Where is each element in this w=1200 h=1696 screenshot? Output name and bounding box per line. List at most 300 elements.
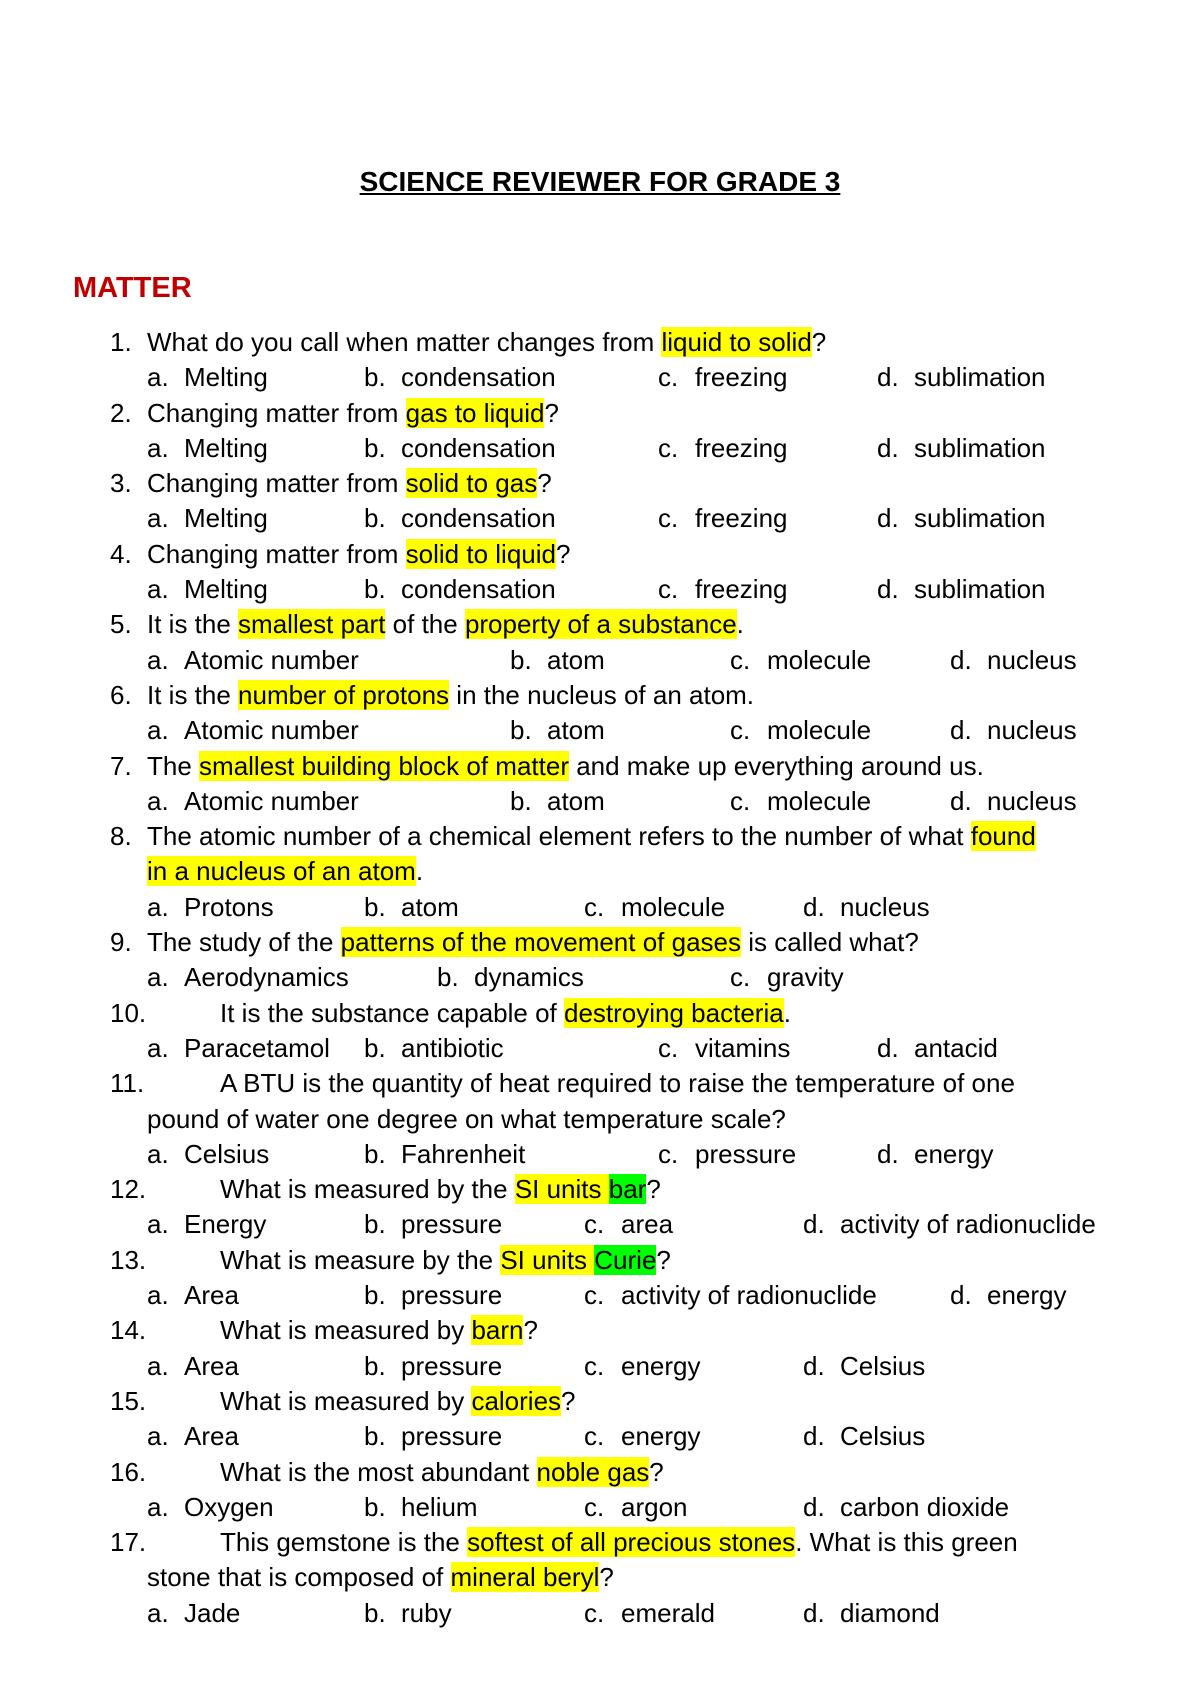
answer-option [658,1137,796,1172]
option-letter: d. [950,644,972,675]
question-text [220,996,791,1031]
page-title: SCIENCE REVIEWER FOR GRADE 3 [359,166,841,197]
option-text: freezing [695,503,788,534]
option-letter: b. [510,785,532,816]
question-text [147,854,423,889]
option-letter: b. [510,715,532,746]
answer-option [950,643,1077,678]
question-text [147,819,1036,854]
answer-option [658,360,788,395]
question-number: 14. [110,1315,147,1346]
option-text: atom [547,644,605,675]
option-text: energy [621,1421,701,1452]
question-text [220,1066,1015,1101]
answer-option [584,1419,701,1454]
text-segment: and make up everything around us. [568,750,984,781]
highlighted-text: patterns of the movement of gases [340,927,742,958]
option-text: molecule [621,891,726,922]
option-text: activity of radionuclide [840,1209,1096,1240]
answer-option [147,643,359,678]
answer-option [584,1349,701,1384]
answer-option [877,431,1046,466]
answer-option [364,431,556,466]
option-text: Area [184,1280,239,1311]
question-list [0,325,1200,1631]
option-text: Melting [184,503,268,534]
option-text: Celsius [184,1138,270,1169]
options-row [0,960,1200,995]
highlighted-text: gas to liquid [405,397,545,428]
answer-option [147,890,274,925]
answer-option [584,1278,877,1313]
answer-option [877,572,1046,607]
option-text: nucleus [987,785,1077,816]
question-number: 16. [110,1456,147,1487]
highlighted-text-green: bar [608,1174,647,1205]
option-letter: a. [147,1491,169,1522]
option-letter: a. [147,1597,169,1628]
option-letter: b. [364,432,386,463]
option-letter: b. [437,962,459,993]
text-segment: Changing matter from [147,397,406,428]
option-text: Melting [184,432,268,463]
option-text: area [621,1209,674,1240]
question-number: 11. [110,1068,145,1099]
option-letter: d. [877,362,899,393]
option-letter: c. [658,362,679,393]
text-segment: It is the [147,609,239,640]
option-letter: a. [147,785,169,816]
text-segment: pound of water one degree on what temperature scale? [147,1103,786,1134]
question-line [0,607,1200,642]
option-letter: d. [803,1421,825,1452]
option-text: pressure [401,1421,503,1452]
answer-option [364,1490,478,1525]
question-number: 9. [110,927,132,958]
question-text [220,1384,576,1419]
question-number: 3. [110,468,132,499]
answer-option [950,1278,1067,1313]
option-letter: c. [730,785,751,816]
option-letter: c. [658,1138,679,1169]
answer-option [658,1031,790,1066]
answer-option [147,1137,269,1172]
option-text: diamond [840,1597,940,1628]
question-line [0,1525,1200,1560]
question-line [0,678,1200,713]
option-letter: c. [584,1491,605,1522]
options-row [0,501,1200,536]
text-segment: What is measure by the [220,1244,501,1275]
question-line [0,749,1200,784]
question-line [0,325,1200,360]
option-letter: b. [364,503,386,534]
answer-option [730,960,844,995]
question-text [220,1243,671,1278]
option-text: Atomic number [184,644,359,675]
section-heading: MATTER [73,272,192,304]
option-letter: d. [803,1350,825,1381]
answer-option [147,1278,239,1313]
option-letter: a. [147,1421,169,1452]
option-text: condensation [401,503,556,534]
option-letter: d. [877,503,899,534]
highlighted-text: in a nucleus of an atom [147,856,416,887]
answer-option [803,1349,925,1384]
option-letter: c. [658,503,679,534]
text-segment: ? [646,1174,661,1205]
option-text: gravity [767,962,844,993]
options-row [0,890,1200,925]
answer-option [364,501,556,536]
option-letter: d. [950,785,972,816]
text-segment: A BTU is the quantity of heat required to raise the temperature of one [220,1068,1015,1099]
answer-option [950,713,1077,748]
highlighted-text: solid to liquid [405,538,556,569]
option-letter: c. [658,574,679,605]
text-segment: What is measured by [220,1315,472,1346]
text-segment: The [147,750,200,781]
question-line [0,1243,1200,1278]
option-text: pressure [401,1350,503,1381]
option-text: pressure [695,1138,797,1169]
option-letter: c. [730,962,751,993]
option-text: sublimation [914,503,1046,534]
question-number: 5. [110,609,132,640]
option-text: nucleus [840,891,930,922]
option-letter: b. [364,362,386,393]
option-letter: b. [510,644,532,675]
answer-option [364,572,556,607]
question-number: 4. [110,538,132,569]
option-letter: d. [803,1597,825,1628]
question-line [0,1560,1200,1595]
answer-option [658,501,788,536]
option-letter: c. [584,1209,605,1240]
answer-option [364,1278,502,1313]
highlighted-text: softest of all precious stones [467,1527,796,1558]
question-text [220,1172,661,1207]
question-text [147,1102,786,1137]
question-line [0,925,1200,960]
option-text: antacid [914,1032,998,1063]
question-number: 12. [110,1174,147,1205]
option-letter: a. [147,574,169,605]
answer-option [658,572,788,607]
text-segment: ? [555,538,571,569]
option-text: Oxygen [184,1491,274,1522]
option-letter: c. [584,1597,605,1628]
answer-option [147,431,268,466]
options-row [0,1278,1200,1313]
option-letter: d. [877,1138,899,1169]
text-segment: ? [523,1315,538,1346]
text-segment: ? [537,468,552,499]
highlighted-text: found [970,821,1036,852]
answer-option [147,501,268,536]
text-segment: ? [656,1244,671,1275]
answer-option [877,501,1046,536]
answer-option [147,572,268,607]
answer-option [364,1137,525,1172]
option-text: Aerodynamics [184,962,349,993]
option-letter: a. [147,503,169,534]
option-letter: d. [803,1209,825,1240]
option-text: sublimation [914,362,1046,393]
option-text: energy [621,1350,701,1381]
answer-option [510,784,605,819]
option-letter: b. [364,574,386,605]
answer-option [364,1207,502,1242]
option-letter: a. [147,891,169,922]
option-text: pressure [401,1209,503,1240]
highlighted-text: SI units [514,1174,609,1205]
option-text: activity of radionuclide [621,1280,877,1311]
options-row [0,360,1200,395]
option-text: molecule [767,644,872,675]
option-letter: a. [147,1350,169,1381]
question-number: 1. [110,327,132,357]
question-number: 10. [110,997,147,1028]
question-text [220,1455,664,1490]
option-text: Area [184,1350,239,1381]
options-row [0,1207,1200,1242]
option-letter: a. [147,962,169,993]
question-line [0,1384,1200,1419]
text-segment: . [736,609,744,640]
option-letter: b. [364,1138,386,1169]
question-line [0,537,1200,572]
options-row [0,1137,1200,1172]
option-text: molecule [767,715,872,746]
options-row [0,572,1200,607]
option-letter: b. [364,1032,386,1063]
answer-option [147,1349,239,1384]
options-row [0,784,1200,819]
highlighted-text: number of protons [238,679,450,710]
option-text: energy [914,1138,994,1169]
text-segment: ? [561,1385,576,1416]
option-text: condensation [401,432,556,463]
option-letter: a. [147,432,169,463]
answer-option [364,1349,502,1384]
text-segment: ? [649,1456,664,1487]
option-letter: d. [803,1491,825,1522]
options-row [0,1031,1200,1066]
highlighted-text: smallest part [238,609,386,640]
option-text: Celsius [840,1350,926,1381]
options-row [0,1490,1200,1525]
question-number: 2. [110,397,132,428]
answer-option [147,1031,330,1066]
text-segment: What do you call when matter changes from [147,327,662,357]
option-letter: d. [803,891,825,922]
text-segment: ? [811,327,827,357]
question-text [147,325,826,360]
question-text [147,749,984,784]
option-text: freezing [695,362,788,393]
option-text: Energy [184,1209,267,1240]
option-letter: d. [950,715,972,746]
question-number: 17. [110,1527,147,1558]
text-segment: in the nucleus of an atom. [449,679,755,710]
options-row [0,1349,1200,1384]
text-segment: ? [544,397,559,428]
option-letter: c. [584,891,605,922]
answer-option [147,960,349,995]
option-letter: a. [147,1209,169,1240]
question-text [147,1560,614,1595]
option-letter: a. [147,1032,169,1063]
answer-option [584,890,725,925]
answer-option [364,1419,502,1454]
question-line [0,1313,1200,1348]
option-text: freezing [695,574,788,605]
options-row [0,713,1200,748]
answer-option [950,784,1077,819]
text-segment: ? [599,1562,614,1593]
option-text: Protons [184,891,274,922]
option-letter: b. [364,1421,386,1452]
answer-option [803,1419,925,1454]
highlighted-text: mineral beryl [450,1562,600,1593]
answer-option [877,1031,998,1066]
option-letter: a. [147,715,169,746]
answer-option [658,431,788,466]
text-segment: Changing matter from [147,538,406,569]
question-line [0,1172,1200,1207]
answer-option [510,643,605,678]
option-text: Atomic number [184,785,359,816]
option-text: dynamics [474,962,584,993]
answer-option [730,643,871,678]
option-text: molecule [767,785,872,816]
answer-option [147,1207,266,1242]
option-text: Jade [184,1597,241,1628]
text-segment: The study of the [147,927,341,958]
options-row [0,1419,1200,1454]
highlighted-text: smallest building block of matter [199,750,569,781]
answer-option [803,1596,940,1631]
highlighted-text: liquid to solid [661,327,812,357]
question-line [0,1455,1200,1490]
answer-option [584,1596,715,1631]
text-segment: What is measured by [220,1385,472,1416]
option-text: atom [547,715,605,746]
option-letter: d. [877,574,899,605]
answer-option [364,360,556,395]
question-number: 13. [110,1244,147,1275]
text-segment: It is the [147,679,239,710]
text-segment: . What is this green [795,1527,1018,1558]
question-line [0,1066,1200,1101]
option-text: helium [401,1491,478,1522]
text-segment: Changing matter from [147,468,406,499]
answer-option [730,784,871,819]
option-text: nucleus [987,644,1077,675]
option-letter: c. [584,1421,605,1452]
option-text: atom [401,891,459,922]
option-text: Melting [184,362,268,393]
answer-option [510,713,605,748]
highlighted-text: calories [471,1385,562,1416]
option-text: Atomic number [184,715,359,746]
option-text: nucleus [987,715,1077,746]
question-line [0,1102,1200,1137]
highlighted-text: noble gas [536,1456,650,1487]
highlighted-text: destroying bacteria [564,997,784,1028]
highlighted-text-green: Curie [594,1244,657,1275]
option-text: condensation [401,362,556,393]
text-segment: The atomic number of a chemical element refers to the number of what [147,821,971,852]
question-line [0,466,1200,501]
question-number: 8. [110,821,132,852]
option-text: atom [547,785,605,816]
option-text: Celsius [840,1421,926,1452]
answer-option [147,784,359,819]
option-letter: c. [584,1350,605,1381]
answer-option [147,360,268,395]
answer-option [584,1490,688,1525]
question-number: 15. [110,1385,147,1416]
option-letter: d. [877,432,899,463]
options-row [0,1596,1200,1631]
answer-option [877,1137,994,1172]
question-text [147,396,559,431]
text-segment: . [415,856,424,887]
highlighted-text: SI units [500,1244,595,1275]
options-row [0,431,1200,466]
text-segment: What is the most abundant [220,1456,537,1487]
option-text: Fahrenheit [401,1138,526,1169]
text-segment: is called what? [741,927,919,958]
question-text [147,537,570,572]
answer-option [730,713,871,748]
option-letter: c. [658,1032,679,1063]
question-line [0,996,1200,1031]
answer-option [584,1207,673,1242]
answer-option [803,890,930,925]
option-text: sublimation [914,574,1046,605]
answer-option [803,1490,1009,1525]
option-text: carbon dioxide [840,1491,1010,1522]
text-segment: What is measured by the [220,1174,515,1205]
option-text: condensation [401,574,556,605]
highlighted-text: solid to gas [405,468,538,499]
question-text [147,925,919,960]
option-letter: b. [364,1597,386,1628]
option-text: antibiotic [401,1032,504,1063]
answer-option [803,1207,1096,1242]
option-text: ruby [401,1597,452,1628]
option-letter: b. [364,1280,386,1311]
question-text [220,1313,538,1348]
answer-option [437,960,584,995]
option-text: Paracetamol [184,1032,330,1063]
answer-option [877,360,1046,395]
option-letter: c. [730,715,751,746]
question-text [147,678,754,713]
option-letter: b. [364,1491,386,1522]
option-letter: c. [584,1280,605,1311]
question-text [147,466,552,501]
text-segment: . [783,997,791,1028]
options-row [0,643,1200,678]
option-letter: a. [147,1138,169,1169]
question-line [0,819,1200,854]
option-text: sublimation [914,432,1046,463]
option-letter: a. [147,362,169,393]
